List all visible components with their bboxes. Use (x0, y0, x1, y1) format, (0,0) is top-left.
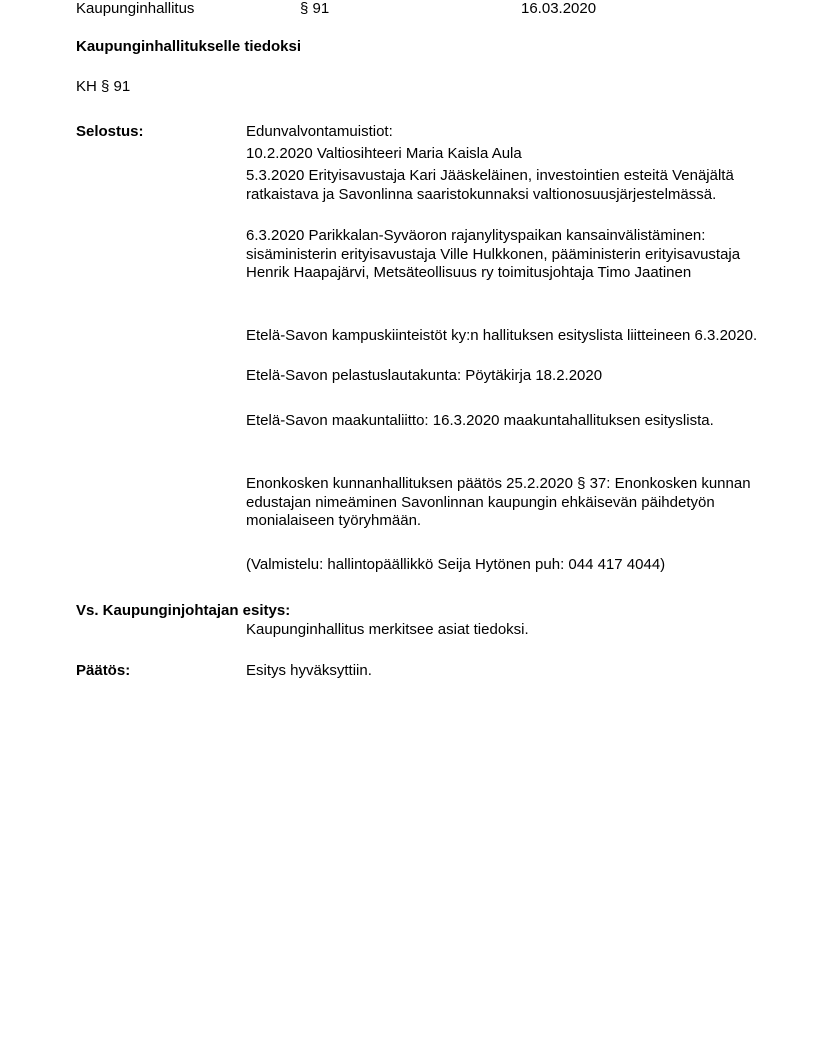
document-title: Kaupunginhallitukselle tiedoksi (76, 38, 302, 55)
selostus-paragraph-6 (246, 412, 766, 431)
selostus-paragraph-5 (246, 367, 766, 386)
paragraph-text: (Valmistelu: hallintopäällikkö Seija Hytönen puh: 044 417 4044) (246, 556, 666, 573)
selostus-paragraph-3 (246, 227, 766, 283)
selostus-paragraph-4 (246, 327, 766, 346)
header-section: § 91 (300, 0, 330, 17)
paragraph-text: Edunvalvontamuistiot: (246, 123, 393, 140)
decision-text: Esitys hyväksyttiin. (246, 662, 372, 679)
paragraph-text: Etelä-Savon pelastuslautakunta: Pöytäkirja 18.2.2020 (246, 367, 603, 384)
header-date: 16.03.2020 (521, 0, 597, 17)
selostus-paragraph-0 (246, 123, 766, 142)
paragraph-text: Etelä-Savon maakuntaliitto: 16.3.2020 maakuntahallituksen esityslista. (246, 412, 714, 429)
paragraph-text: Enonkosken kunnanhallituksen päätös 25.2.2020 § 37: Enonkosken kunnan edustajan nimeäminen Savonlinnan kaupungin ehkäisevän päihdetyön monialaiseen työryhmään. (246, 475, 751, 529)
proposal-label: Vs. Kaupunginjohtajan esitys: (76, 602, 291, 619)
selostus-paragraph-2 (246, 167, 766, 204)
paragraph-text: Etelä-Savon kampuskiinteistöt ky:n hallituksen esityslista liitteineen 6.3.2020. (246, 327, 758, 344)
paragraph-text: 6.3.2020 Parikkalan-Syväoron rajanylityspaikan kansainvälistäminen: sisäministerin erityisavustaja Ville Hulkkonen, pääministerin erityisavustaja Henrik Haapajärvi, Metsäteollisuus ry toimitusjohtaja Timo Jaatinen (246, 227, 741, 281)
selostus-paragraph-8 (246, 556, 766, 575)
selostus-paragraph-7 (246, 475, 766, 531)
paragraph-text: 5.3.2020 Erityisavustaja Kari Jääskeläinen, investointien esteitä Venäjältä ratkaistava ja Savonlinna saaristokunnaksi valtionosuusjärjestelmässä. (246, 167, 734, 203)
proposal-text: Kaupunginhallitus merkitsee asiat tiedoksi. (246, 621, 529, 638)
reference-number: KH § 91 (76, 78, 131, 95)
decision-label: Päätös: (76, 662, 131, 679)
paragraph-text: 10.2.2020 Valtiosihteeri Maria Kaisla Aula (246, 145, 522, 162)
header-organ: Kaupunginhallitus (76, 0, 195, 17)
selostus-paragraph-1 (246, 145, 766, 164)
selostus-label: Selostus: (76, 123, 144, 140)
